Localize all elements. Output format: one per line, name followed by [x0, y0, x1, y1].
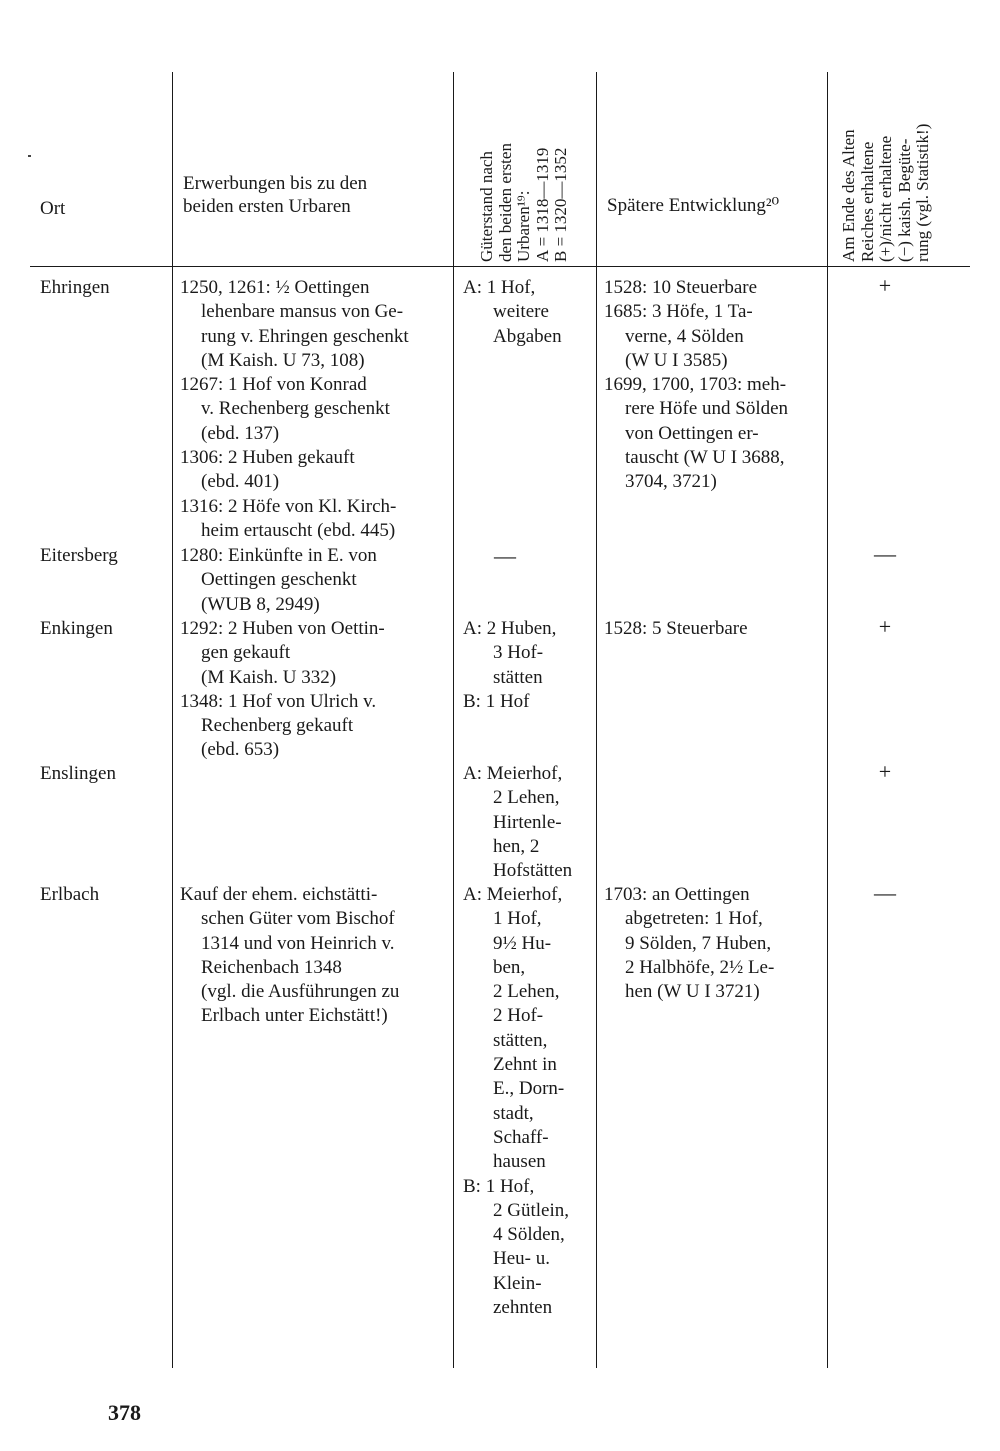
entwicklung-cell-line: 1699, 1700, 1703: meh-: [604, 374, 787, 396]
erwerbungen-cell-line: (M Kaish. U 73, 108): [201, 349, 365, 371]
erwerbungen-cell-line: 1316: 2 Höfe von Kl. Kirch-: [180, 495, 397, 517]
gueterstand-cell-line: zehnten: [493, 1297, 553, 1319]
erwerbungen-cell-line: Oettingen geschenkt: [201, 569, 357, 591]
entwicklung-cell-line: 3704, 3721): [625, 471, 717, 493]
row-ort: Ehringen: [40, 277, 110, 298]
erwerbungen-cell: [180, 617, 385, 763]
gueterstand-cell-line: A: 2 Huben,: [463, 618, 557, 639]
gueterstand-cell-line: A: Meierhof,: [463, 884, 563, 905]
header-ende: [840, 124, 933, 262]
row-ort: Erlbach: [40, 884, 100, 905]
ende-mark: —: [874, 541, 896, 566]
header-rule: [30, 266, 970, 267]
ende-mark: +: [878, 273, 892, 298]
header-gueterstand-line: Güterstand nach: [477, 151, 496, 262]
gueterstand-cell-line: A: Meierhof,: [463, 763, 563, 784]
header-gueterstand-line: B = 1320—1352: [551, 147, 570, 262]
erwerbungen-cell-line: 1250, 1261: ½ Oettingen: [180, 277, 370, 298]
header-ende-line: Reiches erhaltene: [857, 141, 877, 262]
gueterstand-cell-line: E., Dorn-: [493, 1078, 565, 1100]
entwicklung-cell-line: abgetreten: 1 Hof,: [625, 908, 763, 930]
entwicklung-cell-line: von Oettingen er-: [625, 422, 759, 444]
erwerbungen-cell-line: 1280: Einkünfte in E. von: [180, 545, 377, 566]
gueterstand-cell-line: ben,: [493, 956, 526, 978]
gueterstand-cell-line: Hirtenle-: [493, 811, 562, 833]
erwerbungen-cell-line: heim ertauscht (ebd. 445): [201, 519, 396, 541]
gueterstand-cell: [463, 276, 562, 349]
erwerbungen-cell-line: lehenbare mansus von Ge-: [201, 301, 404, 323]
gueterstand-cell: [463, 762, 572, 883]
erwerbungen-cell-line: Kauf der ehem. eichstätti-: [180, 884, 378, 905]
erwerbungen-cell: [180, 544, 377, 617]
entwicklung-cell-line: 1703: an Oettingen: [604, 884, 750, 905]
entwicklung-cell-line: 1685: 3 Höfe, 1 Ta-: [604, 301, 753, 323]
header-gueterstand-line: Urbaren¹⁹:: [514, 190, 533, 262]
row-ort: Enslingen: [40, 763, 116, 784]
entwicklung-cell-line: 1528: 10 Steuerbare: [604, 277, 758, 298]
entwicklung-cell-line: rere Höfe und Sölden: [625, 398, 789, 420]
gueterstand-cell-line: Heu- u.: [493, 1248, 550, 1270]
gueterstand-cell-line: B: 1 Hof: [463, 690, 530, 712]
erwerbungen-cell: [180, 276, 409, 543]
erwerbungen-cell-line: (ebd. 137): [201, 422, 280, 444]
gueterstand-cell-line: Zehnt in: [493, 1054, 557, 1076]
header-ende-line: rung (vgl. Statistik!): [913, 123, 932, 262]
entwicklung-cell-line: 2 Halbhöfe, 2½ Le-: [625, 956, 775, 978]
erwerbungen-cell-line: 1292: 2 Huben von Oettin-: [180, 618, 385, 639]
erwerbungen-cell-line: 1267: 1 Hof von Konrad: [180, 374, 367, 396]
erwerbungen-cell-line: 1306: 2 Huben gekauft: [180, 447, 355, 469]
gueterstand-cell-line: Hofstätten: [493, 860, 573, 882]
gueterstand-cell-line: hen, 2: [493, 835, 540, 857]
erwerbungen-cell-line: rung v. Ehringen geschenkt: [201, 325, 409, 347]
erwerbungen-cell-line: Reichenbach 1348: [201, 956, 342, 978]
gueterstand-cell-line: Klein-: [493, 1272, 542, 1294]
erwerbungen-cell-line: (ebd. 653): [201, 739, 280, 761]
header-erwerbungen-line: Erwerbungen bis zu den: [183, 173, 368, 194]
ende-mark: —: [874, 880, 896, 905]
erwerbungen-cell-line: 1348: 1 Hof von Ulrich v.: [180, 690, 377, 712]
gueterstand-cell: [494, 544, 516, 568]
gueterstand-cell-line: 3 Hof-: [493, 642, 544, 664]
gueterstand-cell: [463, 617, 556, 714]
erwerbungen-cell-line: v. Rechenberg geschenkt: [201, 398, 390, 420]
header-gueterstand-line: A = 1318—1319: [532, 147, 552, 262]
erwerbungen-cell-line: 1314 und von Heinrich v.: [201, 932, 395, 954]
erwerbungen-cell-line: (vgl. die Ausführungen zu: [201, 981, 400, 1003]
erwerbungen-cell: [180, 883, 399, 1029]
gueterstand-cell-line: Schaff-: [493, 1126, 549, 1148]
header-ort: Ort: [40, 198, 66, 219]
erwerbungen-cell-line: gen gekauft: [201, 642, 291, 664]
gueterstand-cell-line: 4 Sölden,: [493, 1224, 565, 1246]
entwicklung-cell: [604, 883, 774, 1004]
ende-mark: +: [878, 614, 892, 639]
header-entwicklung: Spätere Entwicklung²⁰: [607, 195, 780, 216]
entwicklung-cell: [604, 276, 788, 495]
header-ende-line: Am Ende des Alten: [839, 129, 858, 262]
gueterstand-cell-line: hausen: [493, 1151, 546, 1173]
erwerbungen-cell-line: schen Güter vom Bischof: [201, 908, 395, 930]
entwicklung-cell-line: verne, 4 Sölden: [625, 325, 744, 347]
row-ort: Enkingen: [40, 618, 113, 639]
gueterstand-cell-line: weitere: [493, 301, 549, 323]
ink-speck: [28, 155, 31, 157]
entwicklung-cell-line: tauscht (W U I 3688,: [625, 447, 785, 469]
gueterstand-cell-line: 1 Hof,: [493, 908, 542, 930]
erwerbungen-cell-line: (M Kaish. U 332): [201, 666, 337, 688]
gueterstand-cell-line: Abgaben: [493, 325, 562, 347]
entwicklung-cell: [604, 617, 748, 641]
header-ende-line: (−) kaish. Begüte-: [894, 138, 914, 262]
gueterstand-cell-line: 2 Hof-: [493, 1005, 544, 1027]
gueterstand-cell-line: 9½ Hu-: [493, 932, 552, 954]
erwerbungen-cell-line: (ebd. 401): [201, 471, 280, 493]
header-gueterstand: [478, 143, 571, 262]
gueterstand-cell-line: A: 1 Hof,: [463, 277, 536, 298]
gueterstand-cell: [463, 883, 569, 1320]
entwicklung-cell-line: (W U I 3585): [625, 349, 728, 371]
header-erwerbungen: [183, 172, 367, 218]
erwerbungen-cell-line: Erlbach unter Eichstätt!): [201, 1005, 388, 1027]
header-ende-line: (+)/nicht erhaltene: [876, 135, 895, 262]
header-erwerbungen-line: beiden ersten Urbaren: [183, 196, 351, 217]
gueterstand-cell-line: 2 Lehen,: [493, 981, 560, 1003]
ende-mark: +: [878, 759, 892, 784]
entwicklung-cell-line: 1528: 5 Steuerbare: [604, 618, 748, 639]
gueterstand-cell-line: B: 1 Hof,: [463, 1175, 535, 1197]
gueterstand-cell-line: stadt,: [493, 1102, 534, 1124]
erwerbungen-cell-line: Rechenberg gekauft: [201, 715, 354, 737]
entwicklung-cell-line: hen (W U I 3721): [625, 981, 760, 1003]
gueterstand-cell-line: 2 Lehen,: [493, 787, 560, 809]
gueterstand-cell-line: —: [494, 543, 516, 568]
gueterstand-cell-line: stätten: [493, 666, 543, 688]
row-ort: Eitersberg: [40, 545, 118, 566]
erwerbungen-cell-line: (WUB 8, 2949): [201, 593, 320, 615]
header-gueterstand-line: den beiden ersten: [495, 143, 515, 262]
page-number: 378: [108, 1400, 141, 1425]
gueterstand-cell-line: 2 Gütlein,: [493, 1199, 569, 1221]
entwicklung-cell-line: 9 Sölden, 7 Huben,: [625, 932, 772, 954]
gueterstand-cell-line: stätten,: [493, 1029, 548, 1051]
